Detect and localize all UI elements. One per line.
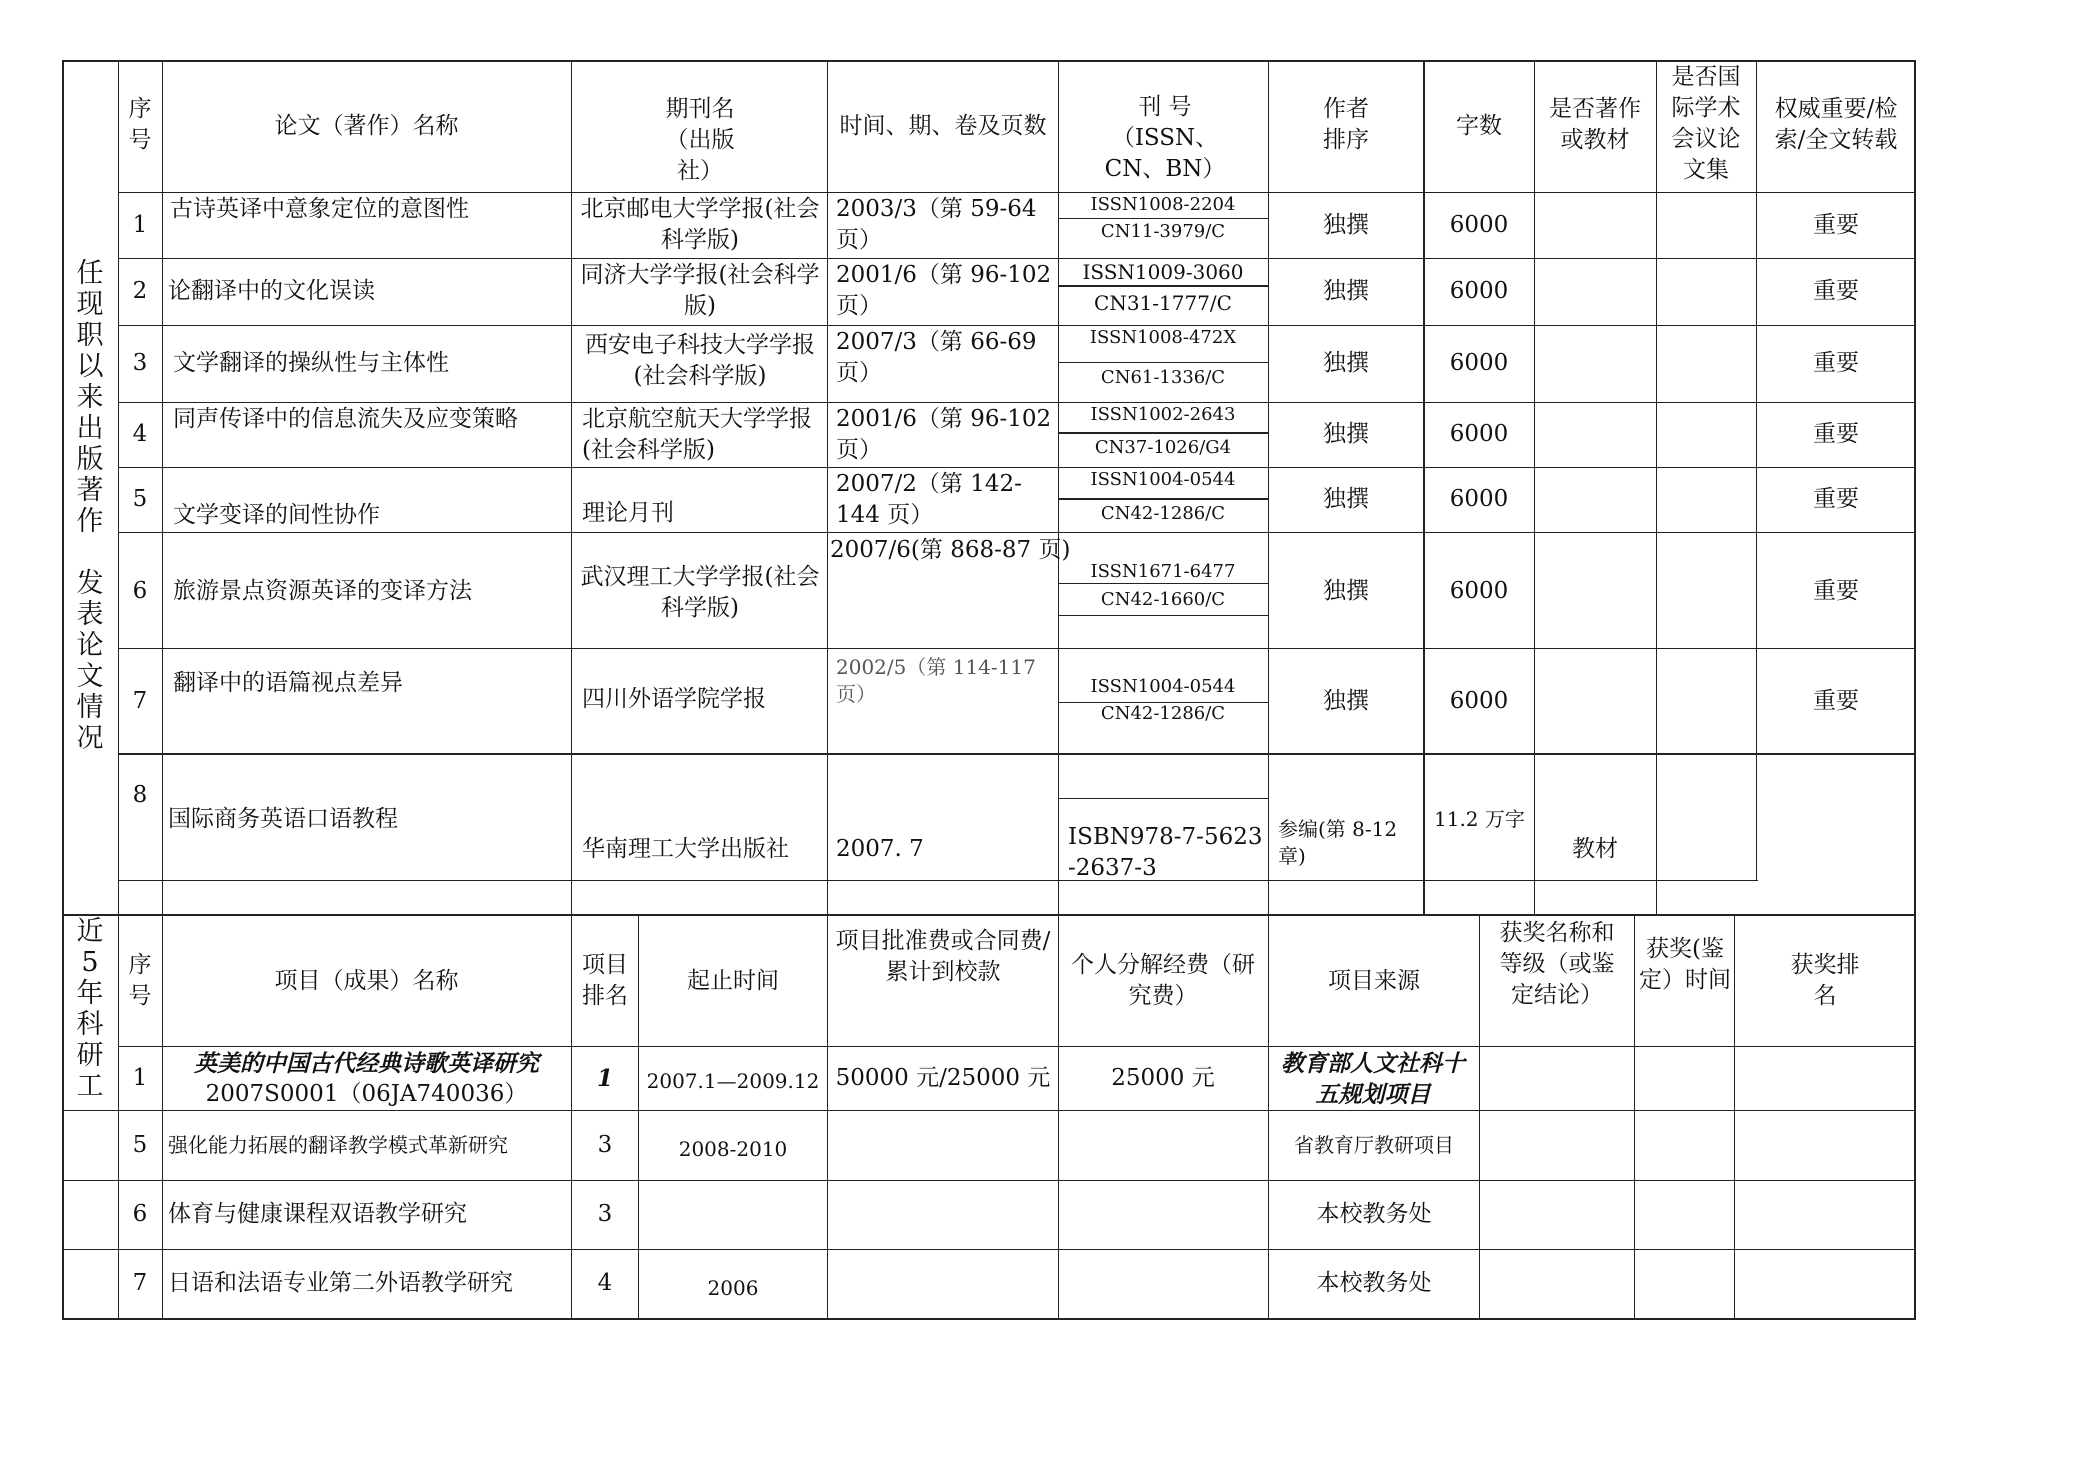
cell-index: 1 bbox=[132, 212, 148, 238]
col-line bbox=[638, 914, 639, 1319]
row-line bbox=[118, 192, 1915, 193]
proj-cell-personal: 25000 元 bbox=[1111, 1065, 1215, 1091]
proj-cell-index: 5 bbox=[132, 1132, 148, 1158]
proj-cell-period: 2006 bbox=[707, 1276, 759, 1300]
cell-word-count: 6000 bbox=[1449, 350, 1509, 376]
proj-header-source: 项目来源 bbox=[1328, 968, 1420, 994]
issn-split bbox=[1058, 498, 1268, 500]
cell-journal: 同济大学学报(社会科学版) bbox=[580, 262, 820, 319]
cell-date-pages: 2007. 7 bbox=[836, 836, 924, 862]
cell-journal: 西安电子科技大学学报(社会科学版) bbox=[585, 332, 815, 389]
col-line bbox=[162, 914, 163, 1319]
cell-word-count: 6000 bbox=[1449, 278, 1509, 304]
cell-authority: 重要 bbox=[1813, 212, 1859, 238]
proj-cell-index: 6 bbox=[132, 1201, 148, 1227]
cell-title: 文学翻译的操纵性与主体性 bbox=[173, 350, 449, 376]
cell-author-order: 独撰 bbox=[1323, 486, 1369, 512]
cell-date-pages: 2001/6（第 96-102 页） bbox=[836, 262, 1052, 319]
cell-date-pages: 2003/3（第 59-64 页） bbox=[836, 196, 1037, 253]
header-date-pages: 时间、期、卷及页数 bbox=[839, 113, 1047, 139]
table-border-top bbox=[62, 60, 1916, 62]
cell-date-pages: 2001/6（第 96-102 页） bbox=[836, 406, 1052, 463]
proj-header-title: 项目（成果）名称 bbox=[274, 968, 459, 994]
proj-header-award: 获奖名称和等级（或鉴定结论） bbox=[1499, 920, 1615, 1008]
cell-title: 旅游景点资源英译的变译方法 bbox=[173, 578, 472, 604]
table-border-left bbox=[62, 60, 64, 1320]
cell-author-order: 独撰 bbox=[1323, 212, 1369, 238]
cell-issn: ISSN1008-472X bbox=[1089, 327, 1237, 348]
cell-word-count: 11.2 万字 bbox=[1434, 807, 1525, 831]
cell-title: 文学变译的间性协作 bbox=[173, 502, 380, 528]
cell-word-count: 6000 bbox=[1449, 421, 1509, 447]
proj-cell-funding: 50000 元/25000 元 bbox=[835, 1065, 1051, 1091]
cell-cn: CN42-1286/C bbox=[1100, 703, 1226, 724]
cell-title: 同声传译中的信息流失及应变策略 bbox=[173, 406, 518, 432]
row-line bbox=[118, 880, 1758, 881]
cell-index: 2 bbox=[132, 278, 148, 304]
cell-journal: 北京航空航天大学学报(社会科学版) bbox=[582, 406, 812, 463]
row-line bbox=[118, 532, 1915, 533]
row-line bbox=[118, 258, 1915, 259]
proj-cell-title: 强化能力拓展的翻译教学模式革新研究 bbox=[168, 1133, 508, 1157]
cell-date-pages: 2007/2（第 142-144 页） bbox=[836, 471, 1022, 528]
cell-title: 古诗英译中意象定位的意图性 bbox=[170, 196, 469, 222]
issn-split bbox=[1058, 798, 1268, 799]
cell-cn: CN31-1777/C bbox=[1094, 291, 1232, 315]
cell-author-order: 参编(第 8-12 章) bbox=[1278, 817, 1398, 868]
cell-authority: 重要 bbox=[1813, 486, 1859, 512]
row-line bbox=[62, 1180, 1916, 1181]
header-author-order: 作者排序 bbox=[1323, 96, 1369, 153]
cell-journal: 四川外语学院学报 bbox=[582, 686, 766, 712]
col-line bbox=[1534, 60, 1535, 915]
cell-cn: CN42-1660/C bbox=[1100, 589, 1226, 610]
row-line bbox=[118, 402, 1915, 403]
cell-date-pages: 2007/3（第 66-69 页） bbox=[836, 329, 1037, 386]
col-line bbox=[571, 914, 572, 1319]
cell-date-pages: 2007/6(第 868-87 页) bbox=[830, 537, 1071, 563]
header-journal: 期刊名（出版社） bbox=[665, 96, 735, 184]
col-line bbox=[1479, 914, 1480, 1319]
side-label-publications: 任 现 职 以 来 出 版 著 作 发 表 论 文 情 况 bbox=[76, 258, 104, 754]
proj-cell-index: 1 bbox=[132, 1065, 148, 1091]
cell-title: 论翻译中的文化误读 bbox=[168, 278, 375, 304]
cell-word-count: 6000 bbox=[1449, 688, 1509, 714]
cell-title: 翻译中的语篇视点差异 bbox=[173, 670, 403, 696]
proj-cell-code: 2007S0001（06JA740036） bbox=[205, 1081, 528, 1107]
proj-cell-rank: 3 bbox=[597, 1201, 613, 1227]
cell-authority: 重要 bbox=[1813, 350, 1859, 376]
cell-issn: ISSN1009-3060 bbox=[1082, 260, 1244, 284]
col-line bbox=[1058, 914, 1059, 1319]
header-title: 论文（著作）名称 bbox=[274, 113, 459, 139]
cell-issn: ISSN1004-0544 bbox=[1090, 676, 1236, 697]
header-issn: 刊 号（ISSN、CN、BN） bbox=[1104, 94, 1226, 182]
cell-word-count: 6000 bbox=[1449, 486, 1509, 512]
cell-author-order: 独撰 bbox=[1323, 688, 1369, 714]
issn-split bbox=[1058, 615, 1268, 616]
header-word-count: 字数 bbox=[1456, 113, 1502, 139]
col-line bbox=[1656, 60, 1657, 915]
proj-header-funding: 项目批准费或合同费/累计到校款 bbox=[835, 928, 1051, 985]
col-line bbox=[1634, 914, 1635, 1319]
proj-header-index: 序号 bbox=[128, 952, 152, 1009]
cell-index: 3 bbox=[132, 350, 148, 376]
cell-issn: ISSN1008-2204 bbox=[1090, 194, 1236, 215]
proj-cell-title: 日语和法语专业第二外语教学研究 bbox=[168, 1270, 513, 1296]
cell-word-count: 6000 bbox=[1449, 212, 1509, 238]
cell-issn: ISSN1002-2643 bbox=[1090, 404, 1236, 425]
cell-authority: 重要 bbox=[1813, 278, 1859, 304]
cell-author-order: 独撰 bbox=[1323, 350, 1369, 376]
cell-is-book: 教材 bbox=[1572, 836, 1618, 862]
proj-cell-source: 本校教务处 bbox=[1316, 1201, 1432, 1227]
cell-word-count: 6000 bbox=[1449, 578, 1509, 604]
col-line bbox=[1734, 914, 1735, 1319]
issn-split bbox=[1058, 432, 1268, 434]
cell-cn: CN61-1336/C bbox=[1100, 367, 1226, 388]
cell-cn: CN11-3979/C bbox=[1100, 221, 1226, 242]
row-line bbox=[62, 1110, 1916, 1111]
col-line bbox=[1268, 60, 1269, 915]
cell-journal: 北京邮电大学学报(社会科学版) bbox=[580, 196, 820, 253]
cell-journal: 华南理工大学出版社 bbox=[582, 836, 789, 862]
col-line bbox=[118, 914, 119, 1319]
proj-cell-title: 英美的中国古代经典诗歌英译研究 bbox=[194, 1050, 539, 1077]
cell-cn: CN42-1286/C bbox=[1100, 503, 1226, 524]
proj-cell-source: 省教育厅教研项目 bbox=[1294, 1133, 1454, 1157]
section-divider bbox=[62, 914, 1916, 916]
proj-header-award-time: 获奖(鉴定）时间 bbox=[1639, 936, 1731, 993]
issn-split bbox=[1058, 218, 1268, 219]
row-line bbox=[118, 325, 1915, 326]
row-line bbox=[118, 753, 1915, 755]
table-border-bottom bbox=[62, 1318, 1916, 1320]
proj-header-personal: 个人分解经费（研究费） bbox=[1071, 952, 1255, 1009]
proj-cell-rank: 3 bbox=[597, 1132, 613, 1158]
cell-issn: ISSN1004-0544 bbox=[1090, 469, 1236, 490]
cell-author-order: 独撰 bbox=[1323, 421, 1369, 447]
cell-index: 7 bbox=[132, 688, 148, 714]
header-is-proceedings: 是否国际学术会议论文集 bbox=[1671, 64, 1741, 183]
table-border-right bbox=[1914, 60, 1916, 1320]
cell-authority: 重要 bbox=[1813, 688, 1859, 714]
cell-cn: CN37-1026/G4 bbox=[1094, 437, 1232, 458]
proj-header-rank: 项目排名 bbox=[582, 952, 628, 1009]
cell-author-order: 独撰 bbox=[1323, 278, 1369, 304]
proj-cell-rank: 1 bbox=[596, 1065, 613, 1092]
col-line bbox=[1756, 60, 1757, 880]
side-label-research: 近 5 年 科 研 工 bbox=[76, 916, 104, 1102]
proj-cell-index: 7 bbox=[132, 1270, 148, 1296]
proj-cell-source: 本校教务处 bbox=[1316, 1270, 1432, 1296]
cell-isbn: ISBN978-7-5623-2637-3 bbox=[1068, 824, 1263, 881]
header-authority: 权威重要/检索/全文转载 bbox=[1774, 96, 1898, 153]
issn-split bbox=[1058, 362, 1268, 363]
col-line bbox=[1058, 60, 1059, 915]
row-line bbox=[118, 467, 1915, 468]
row-line bbox=[118, 1046, 1915, 1047]
col-line bbox=[827, 914, 828, 1319]
proj-cell-rank: 4 bbox=[597, 1270, 613, 1296]
cell-index: 5 bbox=[132, 486, 148, 512]
col-line bbox=[162, 60, 163, 915]
proj-cell-title: 体育与健康课程双语教学研究 bbox=[168, 1201, 467, 1227]
cell-journal: 武汉理工大学学报(社会科学版) bbox=[580, 564, 820, 621]
cell-issn: ISSN1671-6477 bbox=[1090, 561, 1236, 582]
col-line bbox=[1268, 914, 1269, 1319]
row-line bbox=[62, 1249, 1916, 1250]
proj-header-award-rank: 获奖排名 bbox=[1790, 952, 1860, 1009]
header-is-book: 是否著作或教材 bbox=[1549, 96, 1641, 153]
col-line bbox=[571, 60, 572, 915]
col-line bbox=[118, 60, 119, 915]
proj-cell-period: 2008-2010 bbox=[678, 1137, 788, 1161]
header-index: 序号 bbox=[128, 96, 152, 153]
cell-authority: 重要 bbox=[1813, 578, 1859, 604]
cell-title: 国际商务英语口语教程 bbox=[168, 806, 398, 832]
cell-index: 6 bbox=[132, 578, 148, 604]
row-line bbox=[118, 648, 1915, 649]
cell-index: 4 bbox=[132, 421, 148, 447]
col-line bbox=[827, 60, 828, 915]
proj-cell-period: 2007.1—2009.12 bbox=[646, 1069, 820, 1093]
proj-cell-source: 教育部人文社科十五规划项目 bbox=[1281, 1050, 1465, 1108]
cell-author-order: 独撰 bbox=[1323, 578, 1369, 604]
cell-authority: 重要 bbox=[1813, 421, 1859, 447]
cell-index: 8 bbox=[132, 782, 148, 808]
cell-date-pages: 2002/5（第 114-117 页） bbox=[836, 655, 1036, 706]
cell-journal: 理论月刊 bbox=[582, 500, 674, 526]
proj-header-period: 起止时间 bbox=[687, 968, 779, 994]
